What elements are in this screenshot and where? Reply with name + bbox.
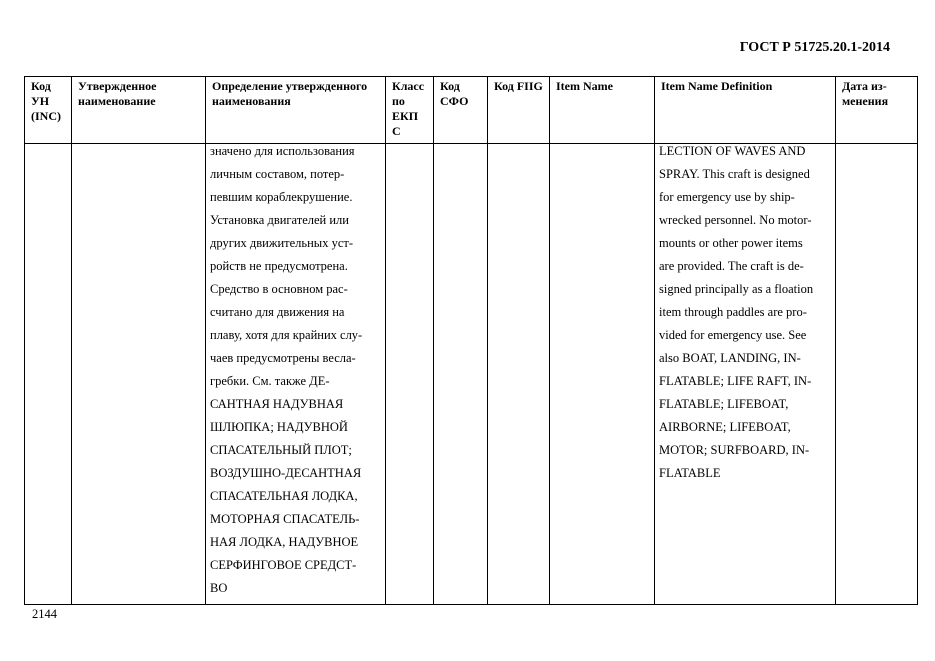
definition-ru-line: ШЛЮПКА; НАДУВНОЙ [210,420,348,434]
header-item-name-definition: Item Name Definition [655,77,836,144]
definition-en-line: wrecked personnel. No motor- [659,213,812,227]
cell-ekps-class [386,144,434,605]
cell-definition-ru [206,144,386,605]
definition-en-line: for emergency use by ship- [659,190,795,204]
definition-en-line: FLATABLE; LIFE RAFT, IN- [659,374,812,388]
definition-en-line: MOTOR; SURFBOARD, IN- [659,443,810,457]
definition-en-line: SPRAY. This craft is designed [659,167,810,181]
definition-ru-line: СПАСАТЕЛЬНЫЙ ПЛОТ; [210,443,352,457]
definition-en-line: are provided. The craft is de- [659,259,804,273]
definition-en-line: item through paddles are pro- [659,305,807,319]
definition-en-line: AIRBORNE; LIFEBOAT, [659,420,791,434]
definition-ru-line: СПАСАТЕЛЬНАЯ ЛОДКА, [210,489,358,503]
definition-ru-line: чаев предусмотрены весла- [210,351,356,365]
definition-ru-line: ВО [210,581,228,595]
definition-en-line: mounts or other power items [659,236,803,250]
definition-ru-line: других движительных уст- [210,236,353,250]
header-fiig-code: Код FIIG [488,77,550,144]
header-change-date: Дата из- менения [836,77,918,144]
table-header-row [25,77,918,144]
header-name-definition: Определение утвержденного наименования [206,77,386,144]
definition-ru-line: плаву, хотя для крайних слу- [210,328,363,342]
definition-ru-text [206,144,385,604]
definition-en-line: vided for emergency use. See [659,328,807,342]
items-table [24,76,918,605]
cell-sfo-code [434,144,488,605]
definition-en-text [655,144,835,489]
document-code: ГОСТ Р 51725.20.1-2014 [739,40,890,55]
cell-change-date [836,144,918,605]
definition-en-line: also BOAT, LANDING, IN- [659,351,801,365]
definition-ru-line: считано для движения на [210,305,345,319]
definition-ru-line: НАЯ ЛОДКА, НАДУВНОЕ [210,535,359,549]
cell-definition-en [655,144,836,605]
header-approved-name: Утвержденное наименование [72,77,206,144]
definition-ru-line: САНТНАЯ НАДУВНАЯ [210,397,344,411]
definition-en-line: FLATABLE [659,466,721,480]
definition-ru-line: певшим кораблекрушение. [210,190,353,204]
definition-en-line: LECTION OF WAVES AND [659,144,806,158]
definition-ru-line: гребки. См. также ДЕ- [210,374,330,388]
definition-en-line: signed principally as a floation [659,282,814,296]
cell-inc-code [25,144,72,605]
header-sfo-code: Код СФО [434,77,488,144]
definition-ru-line: Установка двигателей или [210,213,349,227]
definition-en-line: FLATABLE; LIFEBOAT, [659,397,789,411]
cell-fiig-code [488,144,550,605]
definition-ru-line: Средство в основном рас- [210,282,348,296]
definition-ru-line: личным составом, потер- [210,167,345,181]
definition-ru-line: ройств не предусмотрена. [210,259,348,273]
header-ekps-class: Класс по ЕКП С [386,77,434,144]
cell-item-name [550,144,655,605]
table-row [25,144,918,605]
header-item-name: Item Name [550,77,655,144]
page-number: 2144 [32,607,57,621]
header-inc-code: Код УН (INC) [25,77,72,144]
definition-ru-line: СЕРФИНГОВОЕ СРЕДСТ- [210,558,357,572]
cell-approved-name [72,144,206,605]
definition-ru-line: ВОЗДУШНО-ДЕСАНТНАЯ [210,466,362,480]
definition-ru-line: значено для использования [210,144,355,158]
definition-ru-line: МОТОРНАЯ СПАСАТЕЛЬ- [210,512,360,526]
